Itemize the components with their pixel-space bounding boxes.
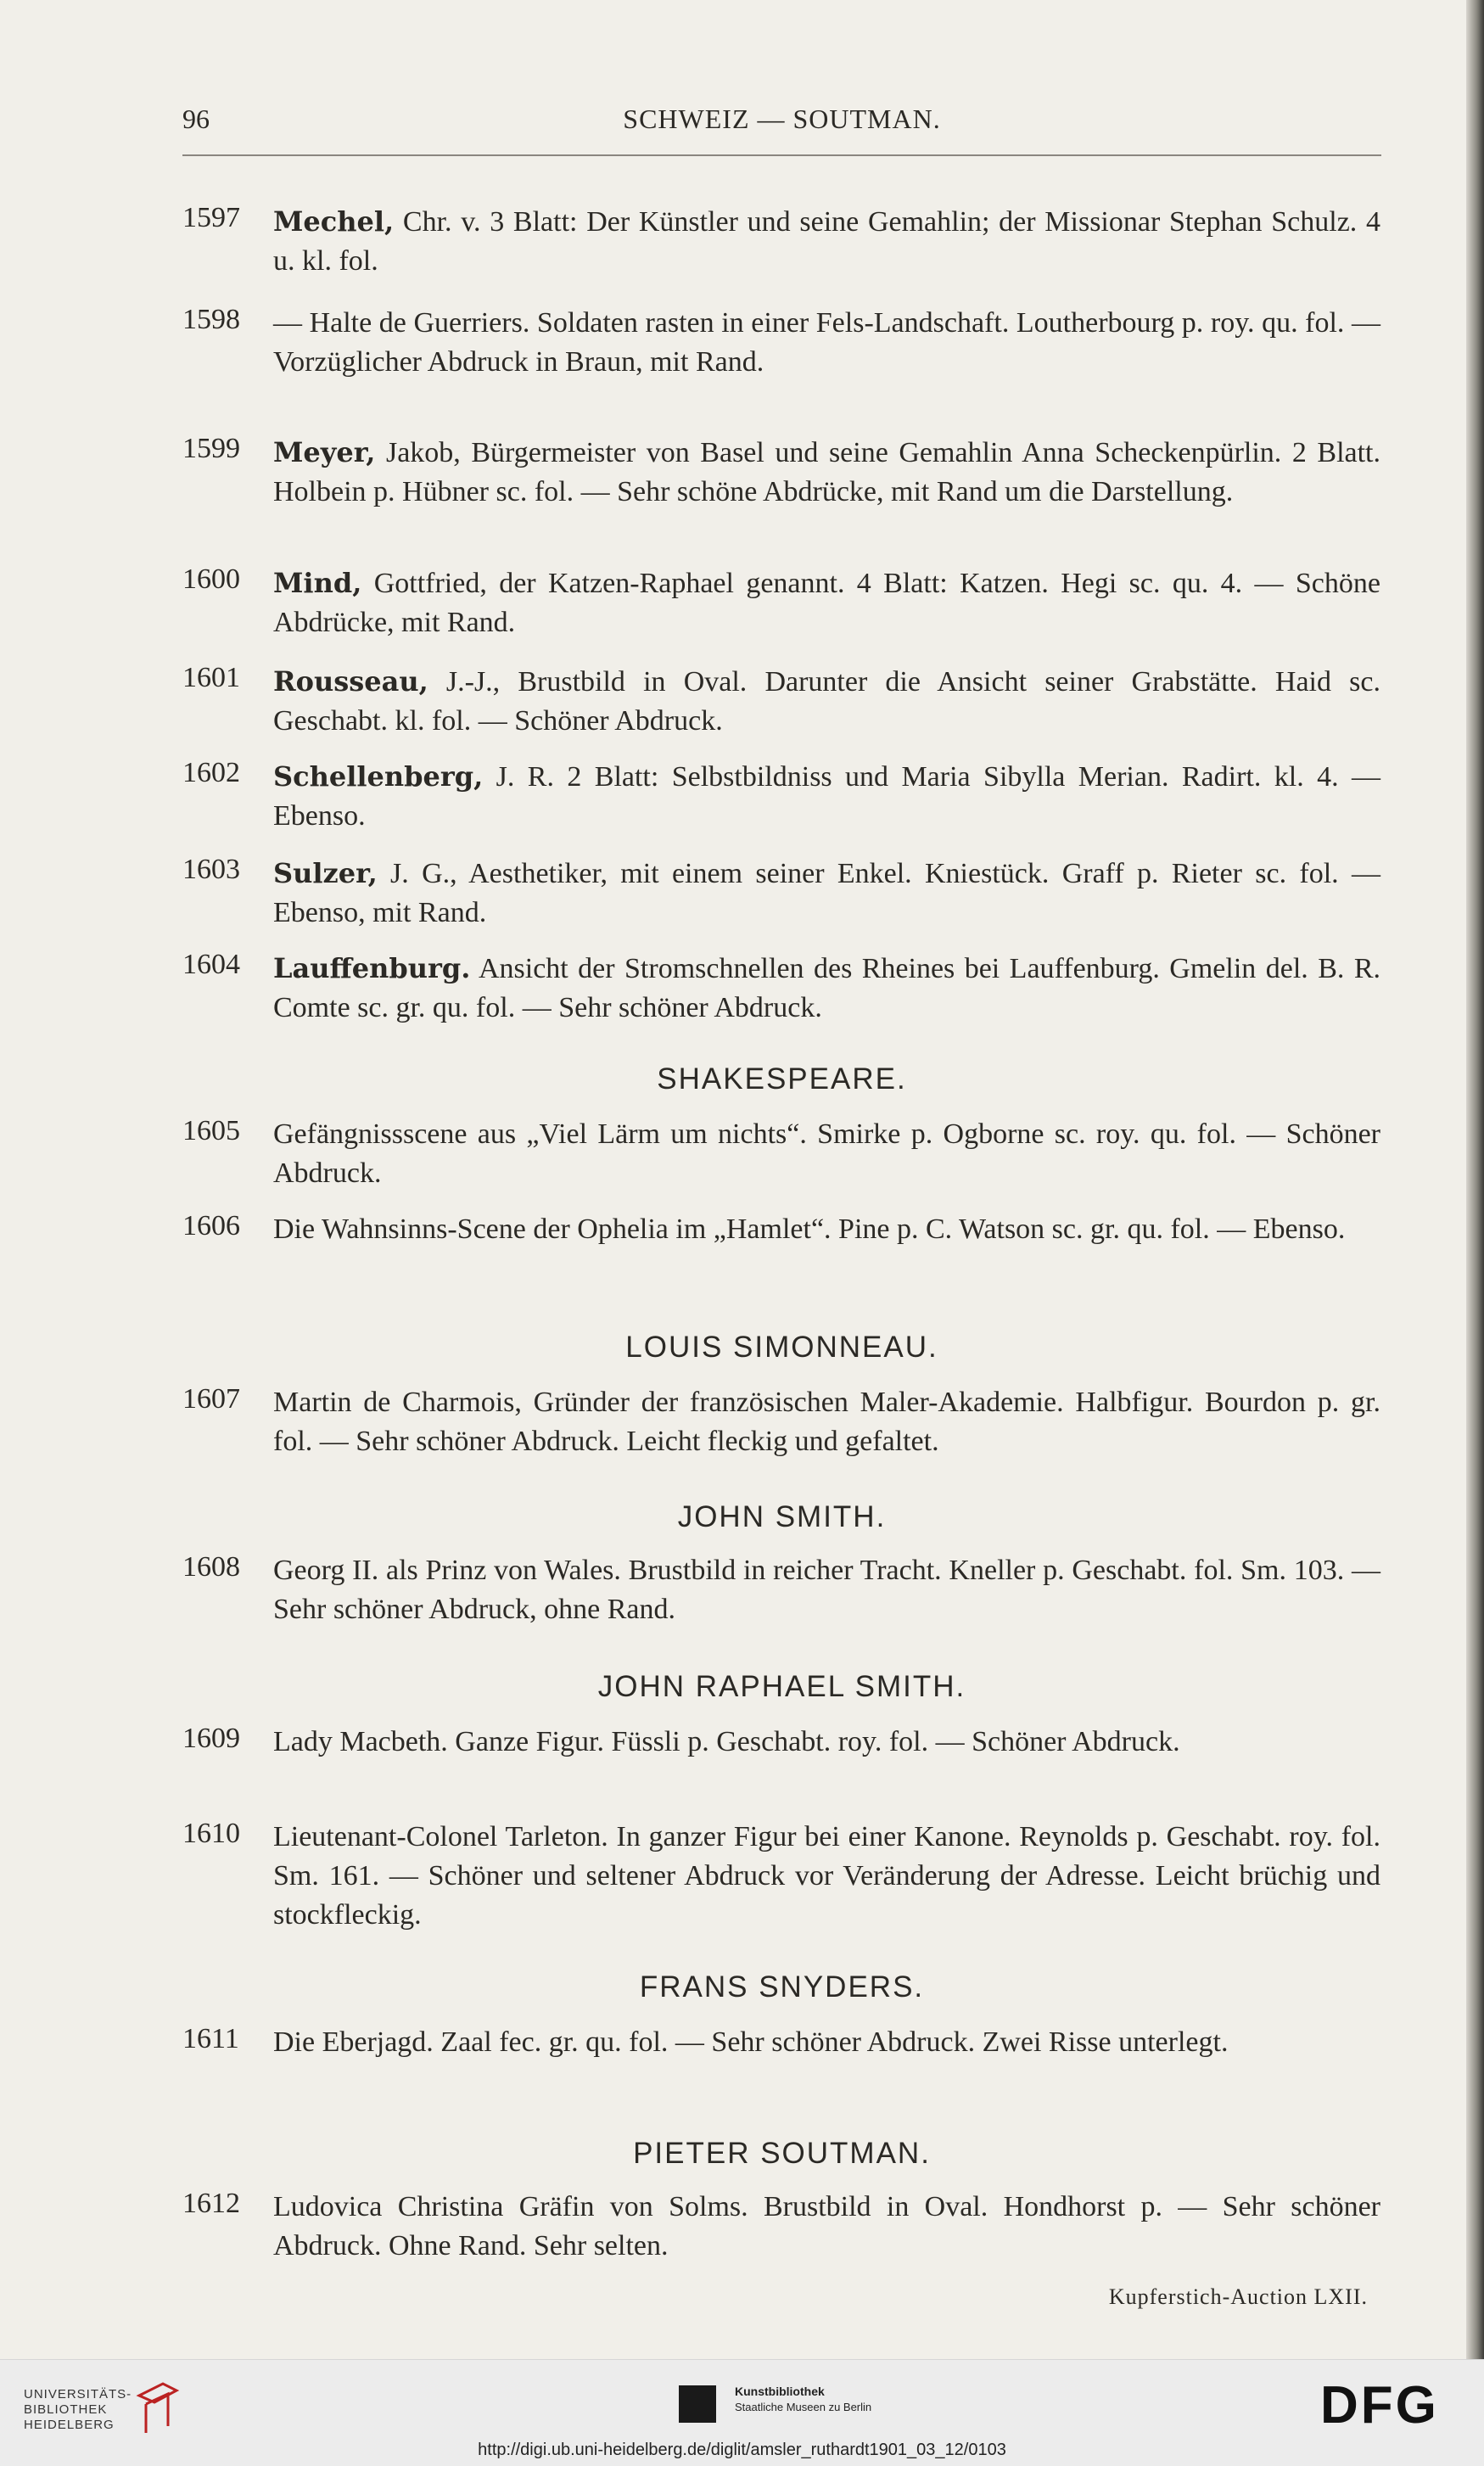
university-library-name [24,2387,132,2433]
dfg-logo: DFG [1320,2376,1439,2435]
entry-text [273,1723,1380,1762]
entry-text [273,1115,1380,1193]
page-number: 96 [182,104,210,134]
entry-name: Mind, [273,567,362,599]
uni-line-2: BIBLIOTHEK [24,2402,108,2417]
entry-description: Georg II. als Prinz von Wales. Brustbild in reicher Tracht. Kneller p. Geschabt. fol. Sm. 103. — Sehr schöner Abdruck, ohne Rand. [273,1555,1380,1625]
entry-name: Schellenberg, [273,760,484,793]
entry-text [273,2023,1380,2062]
entry-name: Mechel, [273,205,395,238]
section-heading: SHAKESPEARE. [657,1062,907,1096]
uni-line-3: HEIDELBERG [24,2418,115,2432]
lot-number: 1611 [182,2023,239,2054]
entry-name: Rousseau, [273,665,428,698]
page-edge-shadow [1466,0,1484,2359]
lot-number: 1609 [182,1723,240,1754]
entry-text [273,1210,1380,1249]
lot-number: 1602 [182,757,240,788]
page-header [182,104,1381,146]
entry-description: Martin de Charmois, Gründer der französischen Maler-Akademie. Halbfigur. Bourdon p. gr. fol. — Sehr schöner Abdruck. Leicht fleckig und gefaltet. [273,1387,1380,1457]
entry-description: J. G., Aesthetiker, mit einem seiner Enkel. Kniestück. Graff p. Rieter sc. fol. — Ebenso, mit Rand. [273,858,1380,928]
lot-number: 1600 [182,563,240,595]
lot-number: 1605 [182,1115,240,1146]
lot-number: 1601 [182,662,240,693]
lot-number: 1599 [182,433,240,464]
entry-text [273,1383,1380,1461]
lot-number: 1597 [182,202,240,233]
catalog-footer: Kupferstich-Auction LXII. [1108,2284,1368,2309]
university-logo-icon [134,2379,182,2438]
entry-description: Gefängnissscene aus „Viel Lärm um nichts“. Smirke p. Ogborne sc. roy. qu. fol. — Schöner Abdruck. [273,1118,1380,1189]
entry-description: Jakob, Bürgermeister von Basel und seine Gemahlin Anna Scheckenpürlin. 2 Blatt. Holbein p. Hübner sc. fol. — Sehr schöne Abdrücke, mit Rand um die Darstellung. [273,437,1380,507]
section-heading: JOHN RAPHAEL SMITH. [597,1670,966,1703]
entry-name: Sulzer, [273,857,378,889]
entry-text [273,563,1380,642]
entry-description: Ansicht der Stromschnellen des Rheines bei Lauffenburg. Gmelin del. B. R. Comte sc. gr. qu. fol. — Sehr schöner Abdruck. [273,953,1380,1023]
header-rule [182,154,1381,156]
entry-description: J.-J., Brustbild in Oval. Darunter die Ansicht seiner Grabstätte. Haid sc. Geschabt. kl. fol. — Schöner Abdruck. [273,666,1380,737]
entry-text [273,202,1380,281]
kb-subtitle: Staatliche Museen zu Berlin [735,2401,872,2413]
source-url[interactable]: http://digi.ub.uni-heidelberg.de/diglit/amsler_ruthardt1901_03_12/0103 [478,2441,1006,2459]
uni-line-1: UNIVERSITÄTS- [24,2387,132,2402]
entry-name: Meyer, [273,436,376,468]
kunstbibliothek-label [735,2384,871,2415]
entry-text [273,854,1380,933]
entry-description: Lady Macbeth. Ganze Figur. Füssli p. Geschabt. roy. fol. — Schöner Abdruck. [273,1726,1180,1757]
entry-text [273,949,1380,1028]
kunstbibliothek-logo-icon [679,2385,716,2423]
entry-description: Ludovica Christina Gräfin von Solms. Brustbild in Oval. Hondhorst p. — Sehr schöner Abdruck. Ohne Rand. Sehr selten. [273,2191,1380,2261]
lot-number: 1606 [182,1210,240,1241]
lot-number: 1612 [182,2188,240,2219]
entry-text [273,304,1380,382]
section-heading: PIETER SOUTMAN. [633,2137,931,2170]
running-title: SCHWEIZ — SOUTMAN. [623,104,941,134]
entry-description: Gottfried, der Katzen-Raphael genannt. 4 Blatt: Katzen. Hegi sc. qu. 4. — Schöne Abdrücke, mit Rand. [273,568,1380,638]
entry-description: Die Wahnsinns-Scene der Ophelia im „Hamlet“. Pine p. C. Watson sc. gr. qu. fol. — Ebenso. [273,1213,1346,1245]
entry-description: — Halte de Guerriers. Soldaten rasten in einer Fels-Landschaft. Loutherbourg p. roy. qu. fol. — Vorzüglicher Abdruck in Braun, mit Rand. [273,307,1380,378]
entry-name: Lauffenburg. [273,952,471,984]
entry-text [273,433,1380,512]
lot-number: 1608 [182,1551,240,1583]
entry-description: J. R. 2 Blatt: Selbstbildniss und Maria Sibylla Merian. Radirt. kl. 4. — Ebenso. [273,761,1380,832]
kb-title: Kunstbibliothek [735,2385,825,2398]
lot-number: 1604 [182,949,240,980]
lot-number: 1603 [182,854,240,885]
section-heading: JOHN SMITH. [677,1500,887,1533]
lot-number: 1607 [182,1383,240,1415]
entry-text [273,757,1380,836]
entry-description: Lieutenant-Colonel Tarleton. In ganzer Figur bei einer Kanone. Reynolds p. Geschabt. roy. fol. Sm. 161. — Schöner und seltener Abdruck vor Veränderung der Adresse. Leicht brüchig und stockfleckig. [273,1821,1380,1931]
entry-description: Die Eberjagd. Zaal fec. gr. qu. fol. — Sehr schöner Abdruck. Zwei Risse unterlegt. [273,2026,1229,2058]
entry-text [273,1551,1380,1629]
library-footer-bar [0,2359,1484,2466]
entry-description: Chr. v. 3 Blatt: Der Künstler und seine Gemahlin; der Missionar Stephan Schulz. 4 u. kl. fol. [273,206,1380,277]
lot-number: 1610 [182,1818,240,1849]
entry-text [273,1818,1380,1935]
section-heading: LOUIS SIMONNEAU. [625,1331,938,1364]
section-heading: FRANS SNYDERS. [639,1970,925,2004]
entry-text [273,662,1380,741]
lot-number: 1598 [182,304,240,335]
entry-text [273,2188,1380,2266]
